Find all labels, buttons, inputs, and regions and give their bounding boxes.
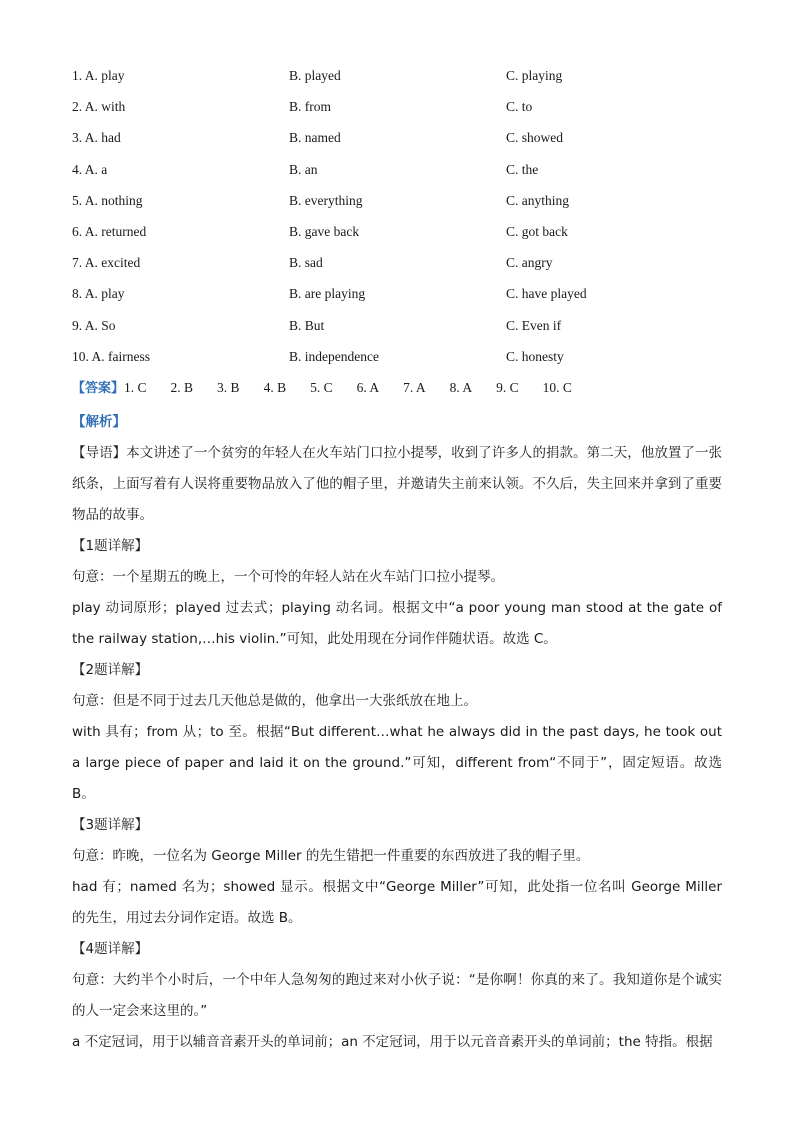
option-a: 4. A. a <box>72 161 108 177</box>
q3-sentence: 句意：昨晚，一位名为 George Miller 的先生错把一件重要的东西放进了我的帽子里。 <box>72 848 590 864</box>
option-b: B. gave back <box>289 223 360 239</box>
intro-label: 【导语】 <box>72 445 127 461</box>
option-b: B. everything <box>289 192 363 208</box>
answer-label: 【答案】 <box>72 381 125 396</box>
option-a: 7. A. excited <box>72 255 141 271</box>
q4-detail: a 不定冠词，用于以辅音音素开头的单词前；an 不定冠词，用于以元音音素开头的单词前；the 特指。根据 <box>72 1034 713 1050</box>
option-row-8 <box>72 282 732 313</box>
option-a: 5. A. nothing <box>72 192 143 208</box>
option-c: C. the <box>506 161 539 177</box>
option-a: 1. A. play <box>72 68 125 83</box>
option-b: B. played <box>289 68 341 83</box>
q2-sentence: 句意：但是不同于过去几天他总是做的，他拿出一大张纸放在地上。 <box>72 693 477 709</box>
answer-item: 8. A <box>449 380 473 395</box>
analysis-section <box>72 407 722 1058</box>
option-c: C. anything <box>506 192 569 208</box>
option-c: C. Even if <box>506 317 562 333</box>
q3-heading: 【3题详解】 <box>72 817 149 833</box>
option-row-2 <box>72 95 732 126</box>
option-b: B. from <box>289 99 331 115</box>
option-c: C. showed <box>506 130 563 146</box>
q4-sentence: 句意：大约半个小时后，一个中年人急匆匆的跑过来对小伙子说：“是你啊！你真的来了。我知道你是个诚实的人一定会来这里的。” <box>72 972 722 1019</box>
q1-detail: play 动词原形；played 过去式；playing 动名词。根据文中“a poor young man stood at the gate of the railway station,…his violin.”可知，此处用现在分词作伴随状语。故选 C。 <box>72 600 722 647</box>
option-a: 9. A. So <box>72 317 116 333</box>
answer-item: 4. B <box>263 380 287 395</box>
option-b: B. are playing <box>289 286 366 302</box>
q1-heading: 【1题详解】 <box>72 538 149 554</box>
answer-item: 7. A <box>403 380 426 395</box>
answer-item: 9. C <box>496 380 519 395</box>
option-row-10 <box>72 345 732 376</box>
option-row-4 <box>72 158 732 189</box>
option-a: 6. A. returned <box>72 223 147 239</box>
option-b: B. independence <box>289 348 379 364</box>
answer-line <box>72 376 732 401</box>
answer-item: 3. B <box>217 380 240 395</box>
intro-text: 本文讲述了一个贫穷的年轻人在火车站门口拉小提琴，收到了许多人的捐款。第二天，他放置了一张纸条，上面写着有人误将重要物品放入了他的帽子里，并邀请失主前来认领。不久后，失主回来并拿到了重要物品的故事。 <box>72 445 723 523</box>
option-c: C. playing <box>506 68 563 83</box>
option-b: B. an <box>289 161 318 177</box>
option-a: 2. A. with <box>72 99 126 115</box>
option-b: B. sad <box>289 255 323 271</box>
answer-item: 6. A <box>356 380 380 395</box>
option-c: C. honesty <box>506 348 564 364</box>
option-row-5 <box>72 189 732 220</box>
q3-detail: had 有；named 名为；showed 显示。根据文中“George Miller”可知，此处指一位名叫 George Miller 的先生，用过去分词作定语。故选 B。 <box>72 879 722 926</box>
q4-heading: 【4题详解】 <box>72 941 149 957</box>
option-row-7 <box>72 251 732 282</box>
option-b: B. named <box>289 130 341 146</box>
intro-paragraph <box>72 438 722 531</box>
option-c: C. have played <box>506 286 587 302</box>
option-a: 8. A. play <box>72 286 125 302</box>
analysis-label: 【解析】 <box>72 414 126 430</box>
answer-item: 2. B <box>170 380 194 395</box>
option-row-9 <box>72 314 732 345</box>
options-list <box>72 64 732 376</box>
option-a: 10. A. fairness <box>72 348 150 364</box>
option-c: C. got back <box>506 223 568 239</box>
q2-heading: 【2题详解】 <box>72 662 149 678</box>
option-b: B. But <box>289 317 325 333</box>
option-c: C. to <box>506 99 533 115</box>
option-row-6 <box>72 220 732 251</box>
q1-sentence: 句意：一个星期五的晚上，一个可怜的年轻人站在火车站门口拉小提琴。 <box>72 569 504 585</box>
option-c: C. angry <box>506 255 553 271</box>
option-row-1 <box>72 64 732 95</box>
option-a: 3. A. had <box>72 130 121 146</box>
q2-detail: with 具有；from 从；to 至。根据“But different…what he always did in the past days, he took out a large piece of paper and laid it on the ground.”可知，different from“不同于”，固定短语。故选 B。 <box>72 724 722 802</box>
answer-item: 5. C <box>310 380 333 395</box>
option-row-3 <box>72 126 732 157</box>
answer-item: 10. C <box>542 380 572 395</box>
answer-item: 1. C <box>124 380 147 395</box>
